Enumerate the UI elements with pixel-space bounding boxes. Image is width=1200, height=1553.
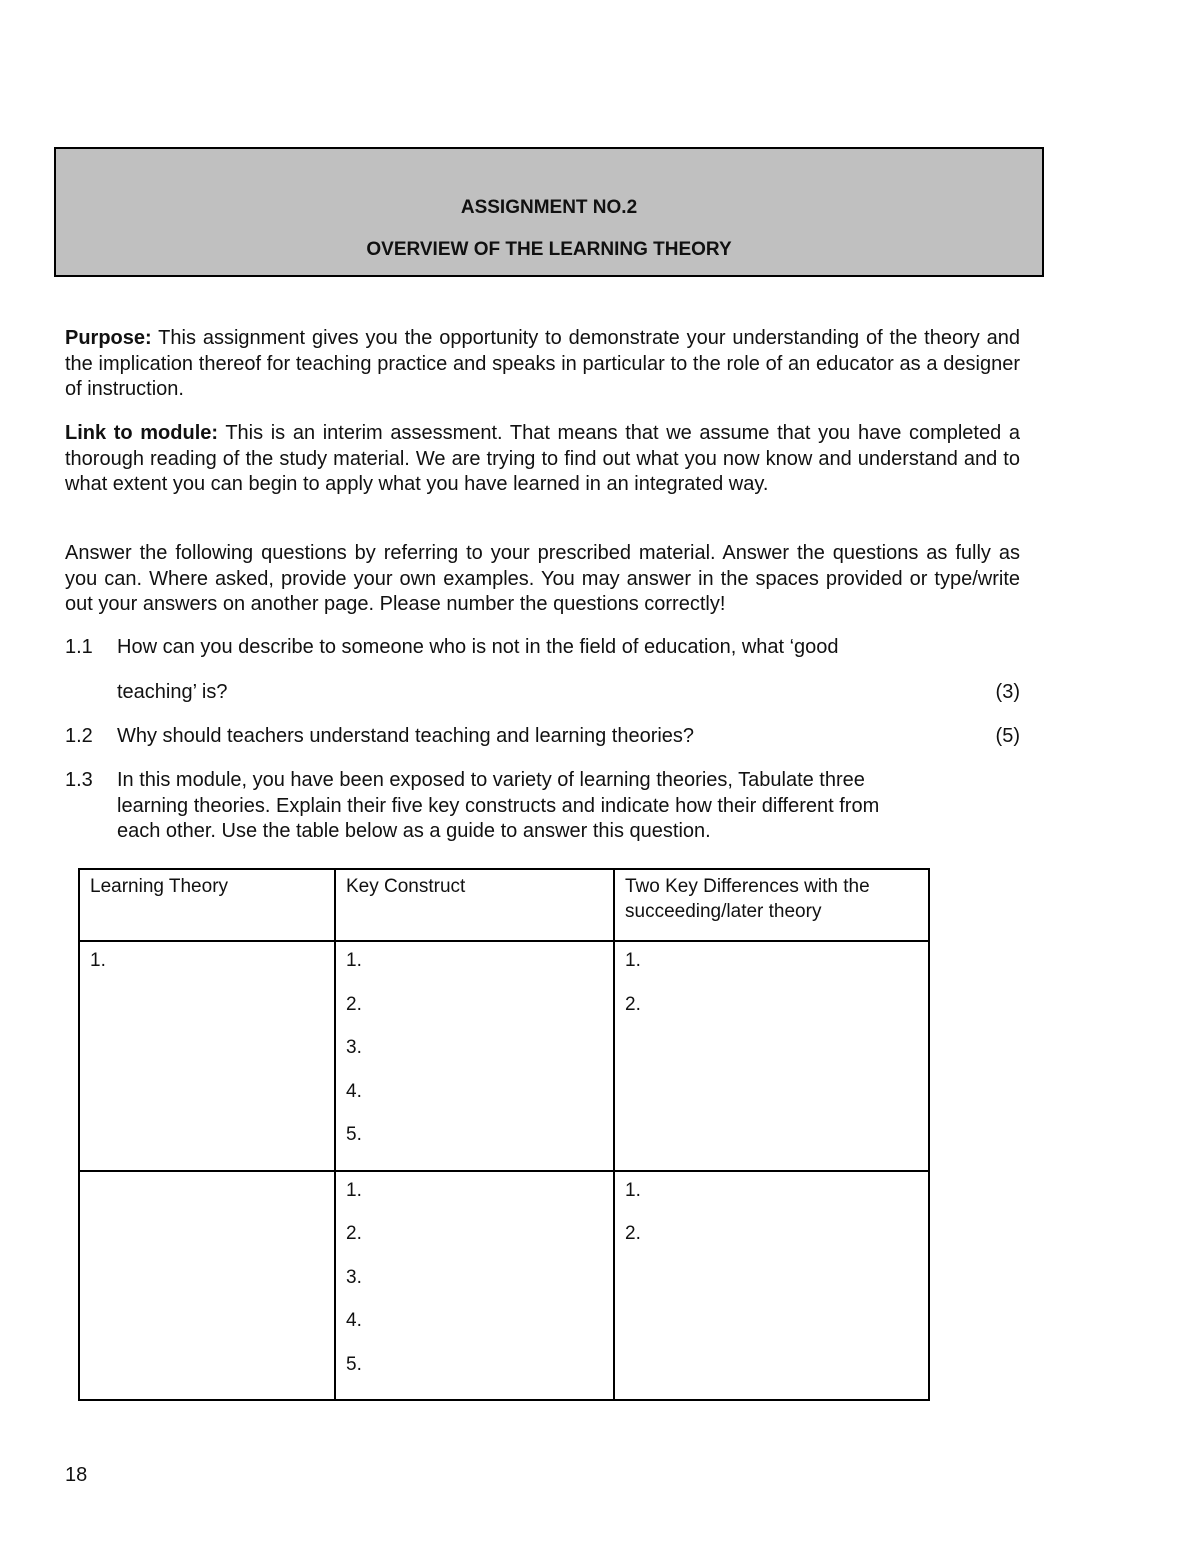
construct-cell[interactable]: [335, 1171, 614, 1401]
purpose-paragraph: [65, 326, 1020, 403]
table-row: [79, 941, 929, 1171]
question-text: Why should teachers understand teaching and learning theories?: [117, 725, 695, 747]
construct-item: 2.: [346, 993, 362, 1015]
question-1-3: [65, 768, 1020, 848]
question-number: 1.3: [65, 769, 93, 791]
construct-item: 4.: [346, 1310, 362, 1331]
question-text: In this module, you have been exposed to variety of learning theories, Tabulate three learning theories. Explain their five key constructs and indicate how their different from each other. Use the table below as a guide to answer this question.: [117, 769, 880, 842]
difference-item: 2.: [625, 1223, 641, 1244]
link-label: Link to module:: [65, 422, 219, 444]
link-text: This is an interim assessment. That means that we assume that you have completed a thorough reading of the study material. We are trying to find out what you now know and understand and to what extent you can begin to apply what you have learned in an integrated way.: [65, 422, 1020, 495]
question-1-2: [65, 724, 1020, 754]
construct-cell[interactable]: [335, 941, 614, 1171]
assignment-title-box: [54, 147, 1044, 277]
question-text-line1: How can you describe to someone who is not in the field of education, what ‘good: [117, 636, 839, 658]
assignment-title: ASSIGNMENT NO.2: [460, 197, 638, 218]
construct-item: 1.: [346, 950, 362, 971]
construct-item: 3.: [346, 1037, 362, 1058]
differences-cell[interactable]: [614, 1171, 929, 1401]
theory-cell[interactable]: [79, 941, 335, 1171]
construct-item: 2.: [346, 1223, 362, 1244]
learning-theory-table: [78, 868, 930, 1401]
purpose-label: Purpose:: [65, 327, 152, 349]
question-1-1: [65, 635, 1020, 715]
question-text-line2: teaching’ is?: [117, 681, 228, 703]
link-paragraph: [65, 421, 1020, 498]
page-number: 18: [65, 1464, 88, 1486]
theory-number: 1.: [90, 950, 106, 971]
question-mark: (5): [995, 725, 1020, 747]
question-mark: (3): [995, 681, 1020, 703]
header-key-differences: Two Key Differences with the succeeding/later theory: [614, 869, 929, 941]
construct-item: 5.: [346, 1353, 362, 1375]
difference-item: 2.: [625, 993, 641, 1015]
assignment-subtitle: OVERVIEW OF THE LEARNING THEORY: [366, 239, 732, 260]
difference-item: 1.: [625, 950, 641, 971]
header-key-construct: Key Construct: [335, 869, 614, 941]
construct-item: 3.: [346, 1266, 362, 1288]
purpose-text: This assignment gives you the opportunity to demonstrate your understanding of the theory and the implication thereof for teaching practice and speaks in particular to the role of an educator as a designer of instruction.: [65, 327, 1020, 400]
question-number: 1.1: [65, 636, 93, 658]
table-header-row: [79, 869, 929, 941]
table-row: [79, 1171, 929, 1401]
construct-item: 4.: [346, 1080, 362, 1102]
difference-item: 1.: [625, 1179, 641, 1201]
question-number: 1.2: [65, 725, 93, 747]
header-learning-theory: Learning Theory: [79, 869, 335, 941]
construct-item: 1.: [346, 1179, 362, 1201]
construct-item: 5.: [346, 1124, 362, 1145]
differences-cell[interactable]: [614, 941, 929, 1171]
instructions-paragraph: Answer the following questions by referring to your prescribed material. Answer the questions as fully as you can. Where asked, provide your own examples. You may answer in the spaces provided or type/write out your answers on another page. Please number the questions correctly!: [65, 542, 1020, 615]
theory-cell[interactable]: [79, 1171, 335, 1401]
